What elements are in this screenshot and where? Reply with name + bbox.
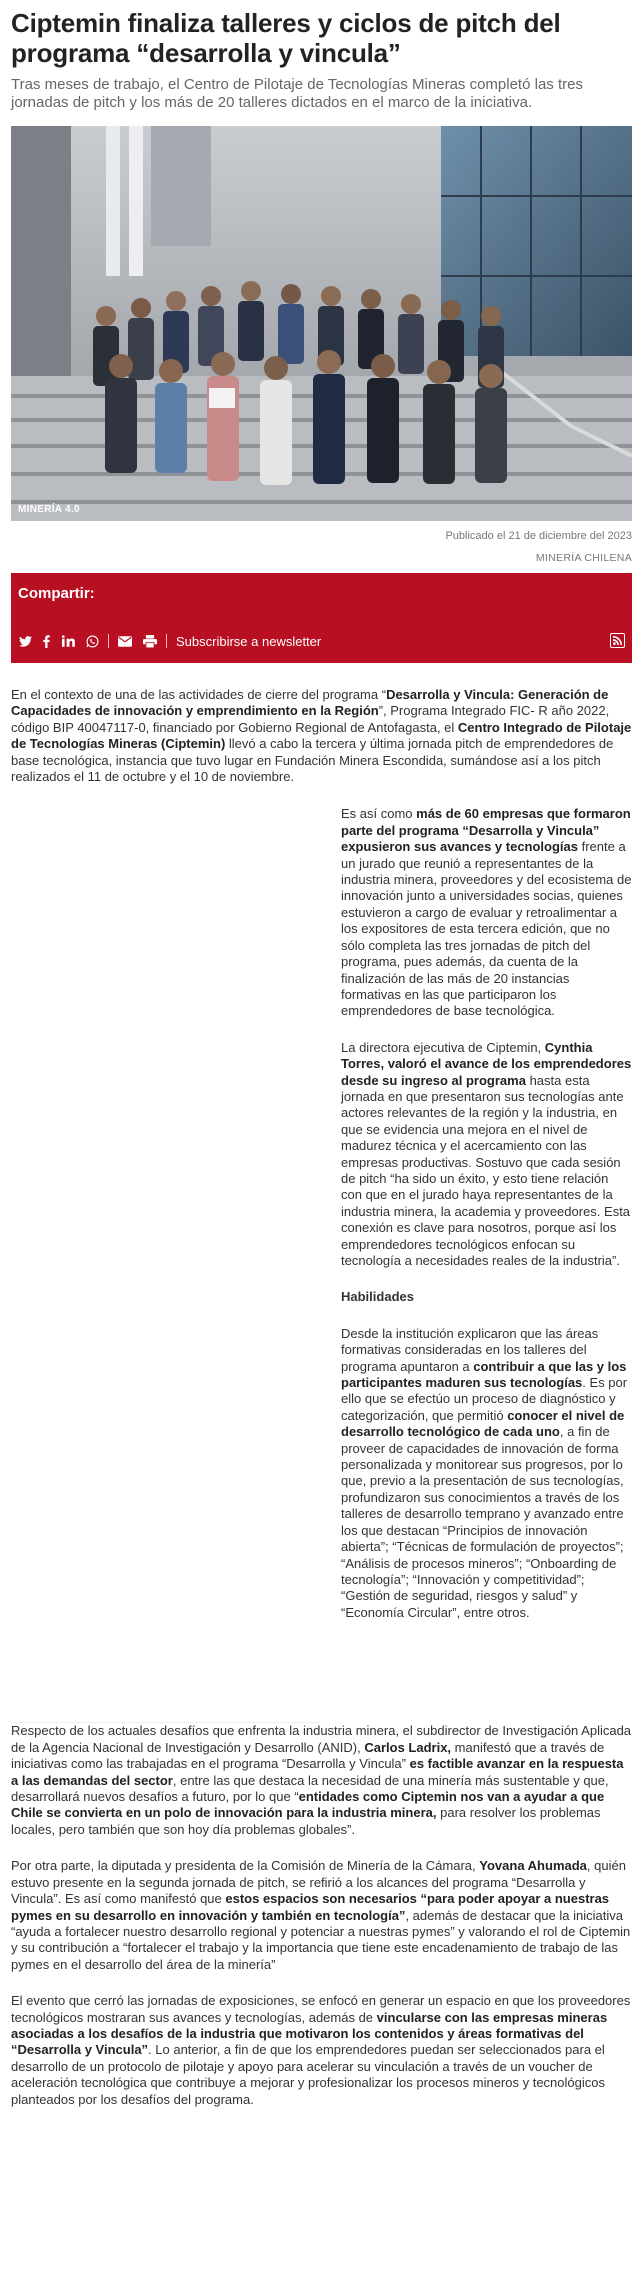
paragraph-6: Por otra parte, la diputada y presidenta de la Comisión de Minería de la Cámara, Yovana Ahumada, quién estuvo presente en la segunda jornada de pitch, se refirió a los alcances del programa “Desarrolla y Vincula”. Es así como manifestó que estos espacios son necesarios “para poder apoyar a nuestras pymes en su desarrollo en innovación y también en tecnología”, además de destacar que la iniciativa “ayuda a fortalecer nuestro desarrollo regional y potenciar a nuestras pymes” y valorando el rol de Ciptemin y su contribución a “fortalecer el trabajo y la importancia que tiene este encadenamiento de trabajo de las pymes en el desarrollo del área de la minería” [11, 1858, 631, 1972]
article-title: Ciptemin finaliza talleres y ciclos de pitch del programa “desarrolla y vincula” [11, 8, 561, 68]
newsletter-link[interactable]: Subscribirse a newsletter [176, 633, 322, 649]
section-heading: Habilidades [341, 1289, 414, 1305]
share-row [18, 633, 625, 649]
share-divider [166, 634, 167, 648]
paragraph-7: El evento que cerró las jornadas de exposiciones, se enfocó en generar un espacio en que los proveedores tecnológicos mostraran sus avances y tecnologías, además de vincularse con las empresas mineras asociadas a los desafíos de la industria que motivaron los contenidos y áreas formativas del “Desarrolla y Vincula”. Lo anterior, a fin de que los emprendedores puedan ser seleccionados para el desarrollo de un protocolo de pilotaje y apoyo para acelerar su vinculación a través de un voucher de aceleración tecnológica que contribuye a mejorar y profesionalizar los procesos mineros y tecnológicos planteados por los desafíos del programa. [11, 1993, 631, 2107]
facebook-icon[interactable] [39, 634, 53, 648]
article-body [11, 687, 632, 2108]
share-title: Compartir: [18, 585, 95, 602]
paragraph-2: Es así como más de 60 empresas que formaron parte del programa “Desarrolla y Vincula” expusieron sus avances y tecnologías frente a un jurado que reunió a representantes de la industria minera, proveedores y del ecosistema de innovación junto a universidades socias, quienes estuvieron a cargo de evaluar y retroalimentar a los expositores de esta tercera edición, que no sólo completa las tres jornadas de pitch del programa, pues además, da cuenta de la finalización de las más de 20 instancias formativas en las que participaron los emprendedores de base tecnológica. [341, 806, 632, 1019]
linkedin-icon[interactable] [60, 634, 78, 648]
whatsapp-icon[interactable] [85, 634, 99, 648]
mail-icon[interactable] [118, 634, 132, 648]
twitter-icon[interactable] [18, 634, 32, 648]
paragraph-1: En el contexto de una de las actividades de cierre del programa “Desarrolla y Vincula: Generación de Capacidades de innovación y emprendimiento en la Región”, Programa Integrado FIC- R año 2022, código BIP 40047117-0, financiado por Gobierno Regional de Antofagasta, el Centro Integrado de Pilotaje de Tecnologías Mineras (Ciptemin) llevó a cabo la tercera y última jornada pitch de emprendedores de base tecnológica, instancia que tuvo lugar en Fundación Minera Escondida, sumándose así a los pitch realizados el 11 de octubre y el 10 de noviembre. [11, 687, 632, 785]
group-photo-illustration [11, 126, 632, 521]
paragraph-4: Desde la institución explicaron que las áreas formativas consideradas en los talleres del programa apuntaron a contribuir a que las y los participantes maduren sus tecnologías. Es por ello que se efectúo un proceso de diagnóstico y categorización, que permitió conocer el nivel de desarrollo tecnológico de cada uno, a fin de proveer de capacidades de innovación de forma personalizada y monitorear sus progresos, por lo que, previo a la presentación de sus tecnologías, profundizaron sus conocimientos a través de los talleres de desarrollo temprano y avanzado entre los que destacan “Principios de innovación abierta”; “Técnicas de formulación de proyectos”; “Análisis de procesos mineros”; “Onboarding de tecnología”; “Innovación y competitividad”; “Gestión de seguridad, riesgos y salud” y “Economía Circular”, entre otros. [341, 1325, 628, 1620]
inline-ad-slot [11, 808, 321, 1723]
share-divider [108, 634, 109, 648]
print-icon[interactable] [143, 634, 157, 648]
hero-photo [11, 126, 632, 521]
image-category-tag: MINERÍA 4.0 [18, 504, 80, 515]
paragraph-5: Respecto de los actuales desafíos que enfrenta la industria minera, el subdirector de Investigación Aplicada de la Agencia Nacional de Investigación y Desarrollo (ANID), Carlos Ladrix, manifestó que a través de iniciativas como las trabajadas en el programa “Desarrolla y Vincula” es factible avanzar en la respuesta a las demandas del sector, entre las que destaca la necesidad de una minería más sustentable y que, desarrollará nuevos desafíos a futuro, por lo que “entidades como Ciptemin nos van a ayudar a que Chile se convierta en un polo de innovación para la industria minera, para resolver los problemas locales, pero también que son hoy día problemas globales”. [11, 1723, 632, 1837]
article-meta [11, 528, 632, 566]
share-bar [11, 573, 632, 663]
rss-icon[interactable] [610, 633, 625, 648]
source-label: MINERÍA CHILENA [535, 552, 632, 564]
publish-date: Publicado el 21 de diciembre del 2023 [445, 530, 632, 542]
article-subtitle: Tras meses de trabajo, el Centro de Pilotaje de Tecnologías Mineras completó las tres jornadas de pitch y los más de 20 talleres dictados en el marco de la iniciativa. [11, 76, 583, 111]
paragraph-3: La directora ejecutiva de Ciptemin, Cynthia Torres, valoró el avance de los emprendedores desde su ingreso al programa hasta esta jornada en que presentaron sus tecnologías ante actores relevantes de la región y la industria, en que se evidencia una mejora en el nivel de madurez técnica y el acercamiento con las empresas productivas. Sostuvo que cada sesión de pitch “ha sido un éxito, y esto tiene relación con que en el jurado haya representantes de la industria minera, la academia y proveedores. Esta conexión es clave para nosotros, porque así los emprendedores tecnológicos enfocan su tecnología a necesidades reales de la industria”. [341, 1039, 632, 1268]
